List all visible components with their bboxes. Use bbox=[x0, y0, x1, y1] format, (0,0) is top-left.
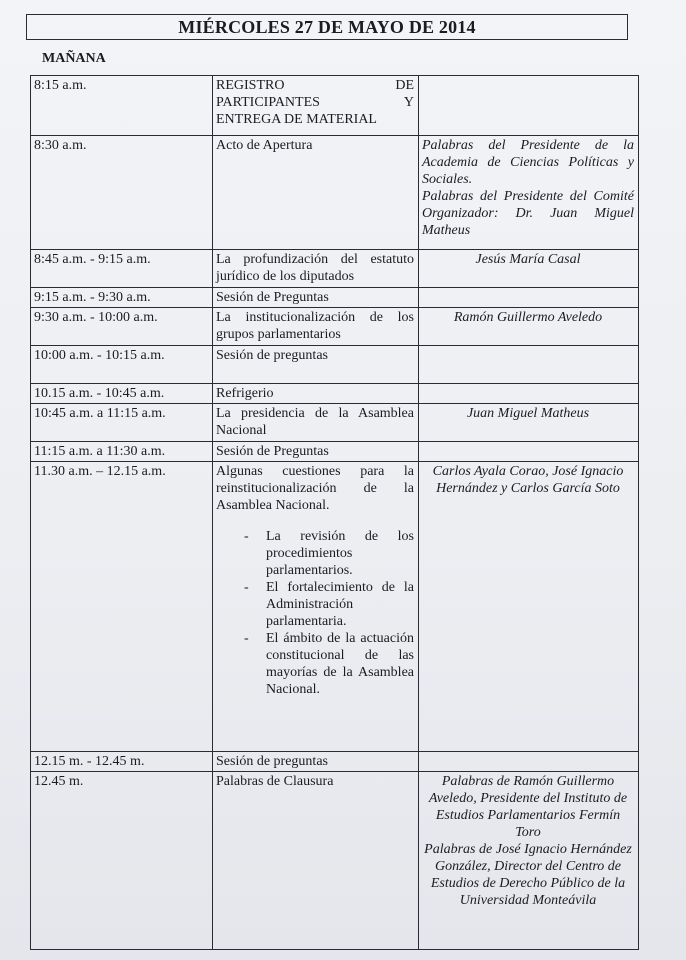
time-cell: 9:15 a.m. - 9:30 a.m. bbox=[31, 288, 213, 308]
time-cell: 11:15 a.m. a 11:30 a.m. bbox=[31, 442, 213, 462]
time-cell: 8:45 a.m. - 9:15 a.m. bbox=[31, 250, 213, 288]
table-row bbox=[31, 462, 639, 752]
speaker-text: Palabras de José Ignacio Hernández González, Director del Centro de Estudios de Derecho Público de la Universidad Monteávila bbox=[424, 842, 632, 908]
activity-cell: Sesión de Preguntas bbox=[213, 288, 419, 308]
activity-word: Y bbox=[403, 95, 414, 110]
speaker-cell: Juan Miguel Matheus bbox=[419, 404, 639, 442]
speaker-cell bbox=[419, 288, 639, 308]
time-cell: 8:15 a.m. bbox=[31, 76, 213, 136]
time-cell: 10:00 a.m. - 10:15 a.m. bbox=[31, 346, 213, 384]
speaker-text: Palabras del Presidente de la Academia de Ciencias Políticas y Sociales. bbox=[422, 138, 634, 187]
activity-cell: Sesión de preguntas bbox=[213, 752, 419, 772]
table-row bbox=[31, 404, 639, 442]
time-cell: 9:30 a.m. - 10:00 a.m. bbox=[31, 308, 213, 346]
agenda-table bbox=[30, 75, 639, 950]
activity-cell: Sesión de Preguntas bbox=[213, 442, 419, 462]
table-row bbox=[31, 288, 639, 308]
table-row bbox=[31, 308, 639, 346]
activity-cell: La profundización del estatuto jurídico de los diputados bbox=[213, 250, 419, 288]
speaker-text: Palabras del Presidente del Comité Organizador: Dr. Juan Miguel Matheus bbox=[422, 189, 634, 238]
activity-word: REGISTRO bbox=[216, 78, 285, 93]
time-cell: 12.45 m. bbox=[31, 772, 213, 950]
speaker-cell: Jesús María Casal bbox=[419, 250, 639, 288]
speaker-cell: Carlos Ayala Corao, José Ignacio Hernández y Carlos García Soto bbox=[419, 462, 639, 752]
time-cell: 10:45 a.m. a 11:15 a.m. bbox=[31, 404, 213, 442]
speaker-text: Palabras de Ramón Guillermo Aveledo, Presidente del Instituto de Estudios Parlamentarios Fermín Toro bbox=[428, 774, 628, 840]
speaker-cell bbox=[419, 384, 639, 404]
table-row bbox=[31, 136, 639, 250]
table-row bbox=[31, 752, 639, 772]
speaker-cell: Ramón Guillermo Aveledo bbox=[419, 308, 639, 346]
table-row bbox=[31, 346, 639, 384]
table-row bbox=[31, 384, 639, 404]
list-item: - El ámbito de la actuación constitucional de las mayorías de la Asamblea Nacional. bbox=[244, 630, 414, 698]
table-row bbox=[31, 76, 639, 136]
activity-word: DE bbox=[395, 78, 414, 93]
activity-cell: Palabras de Clausura bbox=[213, 772, 419, 950]
speaker-cell bbox=[419, 752, 639, 772]
list-item: - La revisión de los procedimientos parlamentarios. bbox=[244, 528, 414, 579]
sub-topic-list bbox=[216, 528, 414, 698]
activity-cell: Acto de Apertura bbox=[213, 136, 419, 250]
activity-cell: Refrigerio bbox=[213, 384, 419, 404]
speaker-cell bbox=[419, 442, 639, 462]
time-cell: 10.15 a.m. - 10:45 a.m. bbox=[31, 384, 213, 404]
time-cell: 12.15 m. - 12.45 m. bbox=[31, 752, 213, 772]
speaker-cell bbox=[419, 772, 639, 950]
activity-text: Algunas cuestiones para la reinstitucionalización de la Asamblea Nacional. bbox=[216, 464, 414, 513]
table-row bbox=[31, 250, 639, 288]
activity-cell bbox=[213, 462, 419, 752]
activity-word: PARTICIPANTES bbox=[216, 95, 320, 110]
activity-cell bbox=[213, 76, 419, 136]
list-item: - El fortalecimiento de la Administración parlamentaria. bbox=[244, 579, 414, 630]
speaker-cell bbox=[419, 76, 639, 136]
table-row bbox=[31, 772, 639, 950]
table-row bbox=[31, 442, 639, 462]
activity-cell: La presidencia de la Asamblea Nacional bbox=[213, 404, 419, 442]
activity-line: ENTREGA DE MATERIAL bbox=[216, 112, 377, 127]
time-cell: 8:30 a.m. bbox=[31, 136, 213, 250]
page-title: MIÉRCOLES 27 DE MAYO DE 2014 bbox=[26, 14, 628, 40]
section-label: MAÑANA bbox=[42, 51, 106, 66]
activity-cell: Sesión de preguntas bbox=[213, 346, 419, 384]
time-cell: 11.30 a.m. – 12.15 a.m. bbox=[31, 462, 213, 752]
speaker-cell bbox=[419, 136, 639, 250]
speaker-cell bbox=[419, 346, 639, 384]
activity-cell: La institucionalización de los grupos parlamentarios bbox=[213, 308, 419, 346]
